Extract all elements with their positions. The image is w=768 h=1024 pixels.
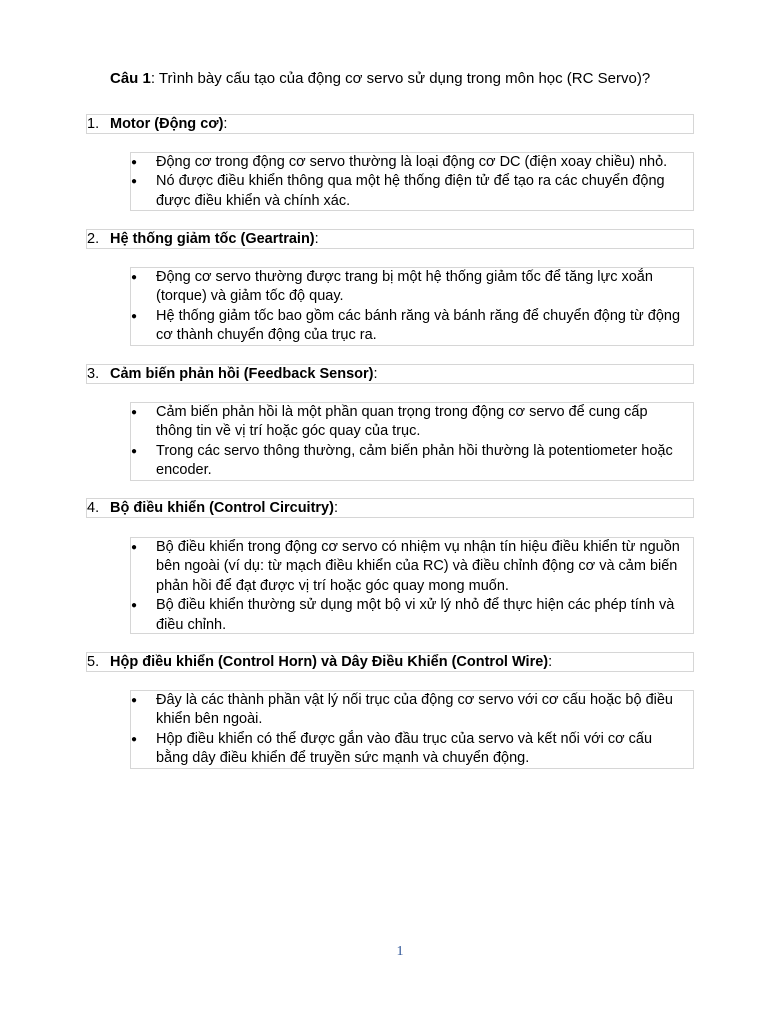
section-title: Bộ điều khiển (Control Circuitry) [110, 500, 334, 516]
bullet-item [131, 538, 687, 596]
section-number: 3. [87, 366, 100, 382]
bullet-list [131, 153, 687, 211]
bullet-icon: ● [131, 310, 138, 322]
bullet-list [131, 538, 687, 635]
section-content-box [130, 537, 694, 634]
bullet-text: Đây là các thành phần vật lý nối trục của động cơ servo với cơ cấu hoặc bộ điều khiển bên ngoài. [156, 692, 673, 728]
section-title-suffix: : [333, 500, 338, 516]
section-title-suffix: : [548, 654, 553, 670]
bullet-text: Động cơ servo thường được trang bị một hệ thống giảm tốc để tăng lực xoắn (torque) và giảm tốc độ quay. [156, 269, 653, 305]
bullet-text: Bộ điều khiển thường sử dụng một bộ vi xử lý nhỏ để thực hiện các phép tính và điều chỉnh. [156, 597, 675, 633]
section-number: 1. [87, 116, 100, 132]
section-heading [86, 652, 694, 672]
section-title: Hộp điều khiển (Control Horn) và Dây Điều Khiển (Control Wire) [110, 654, 549, 670]
bullet-text: Nó được điều khiển thông qua một hệ thống điện tử để tạo ra các chuyển động được điều khiển và chính xác. [156, 173, 665, 209]
section-content-box [130, 152, 694, 211]
section-content-box [130, 267, 694, 346]
section-content-box [130, 690, 694, 769]
bullet-icon: ● [131, 733, 138, 745]
bullet-icon: ● [131, 407, 138, 418]
section-title-suffix: : [373, 366, 378, 382]
section-title-line [110, 365, 378, 383]
bullet-icon: ● [131, 445, 138, 457]
bullet-icon: ● [131, 157, 138, 168]
bullet-text: Hệ thống giảm tốc bao gồm các bánh răng và bánh răng để chuyển động từ động cơ thành chuyển động của trục ra. [156, 307, 681, 344]
section-title-line [110, 499, 338, 517]
section-title: Cảm biến phản hồi (Feedback Sensor) [110, 366, 374, 382]
section-number: 5. [87, 654, 100, 670]
bullet-item [131, 153, 687, 172]
section-title-line [110, 230, 319, 248]
bullet-list [131, 268, 687, 346]
question-label: Câu 1 [110, 70, 151, 87]
bullet-item [131, 172, 687, 211]
bullet-icon: ● [131, 600, 138, 612]
question-line [110, 69, 650, 89]
bullet-icon: ● [131, 542, 138, 553]
bullet-item [131, 442, 687, 481]
bullet-item [131, 307, 687, 346]
section-title-suffix: : [223, 116, 228, 132]
question-text: : Trình bày cấu tạo của động cơ servo sử dụng trong môn học (RC Servo)? [150, 70, 651, 87]
bullet-item [131, 268, 687, 307]
bullet-text: Động cơ trong động cơ servo thường là loại động cơ DC (điện xoay chiều) nhỏ. [156, 154, 668, 170]
section-heading [86, 364, 694, 384]
section-number: 2. [87, 231, 100, 247]
bullet-text: Bộ điều khiển trong động cơ servo có nhiệm vụ nhận tín hiệu điều khiển từ nguồn bên ngoài (ví dụ: từ mạch điều khiển của RC) và điều chỉnh động cơ và cảm biến phản hồi để đạt được vị trí hoặc góc quay mong muốn. [156, 539, 680, 594]
section-title-line [110, 653, 552, 671]
bullet-text: Hộp điều khiển có thể được gắn vào đầu trục của servo và kết nối với cơ cấu bằng dây điều khiển để truyền sức mạnh và chuyển động. [156, 730, 653, 767]
section-heading [86, 229, 694, 249]
bullet-text: Trong các servo thông thường, cảm biến phản hồi thường là potentiometer hoặc encoder. [156, 442, 673, 479]
page-number: 1 [396, 944, 404, 959]
bullet-icon: ● [131, 176, 138, 188]
bullet-item [131, 596, 687, 635]
bullet-icon: ● [131, 272, 138, 283]
bullet-item [131, 403, 687, 442]
section-title-suffix: : [314, 231, 319, 247]
section-number: 4. [87, 500, 100, 516]
section-title: Motor (Động cơ) [110, 116, 224, 132]
section-heading [86, 498, 694, 518]
section-title-line [110, 115, 227, 133]
bullet-item [131, 730, 687, 769]
section-title: Hệ thống giảm tốc (Geartrain) [110, 231, 315, 247]
section-heading [86, 114, 694, 134]
section-content-box [130, 402, 694, 481]
bullet-text: Cảm biến phản hồi là một phần quan trọng trong động cơ servo để cung cấp thông tin về vị trí hoặc góc quay của trục. [156, 404, 648, 440]
bullet-list [131, 403, 687, 481]
bullet-list [131, 691, 687, 769]
bullet-icon: ● [131, 695, 138, 706]
bullet-item [131, 691, 687, 730]
